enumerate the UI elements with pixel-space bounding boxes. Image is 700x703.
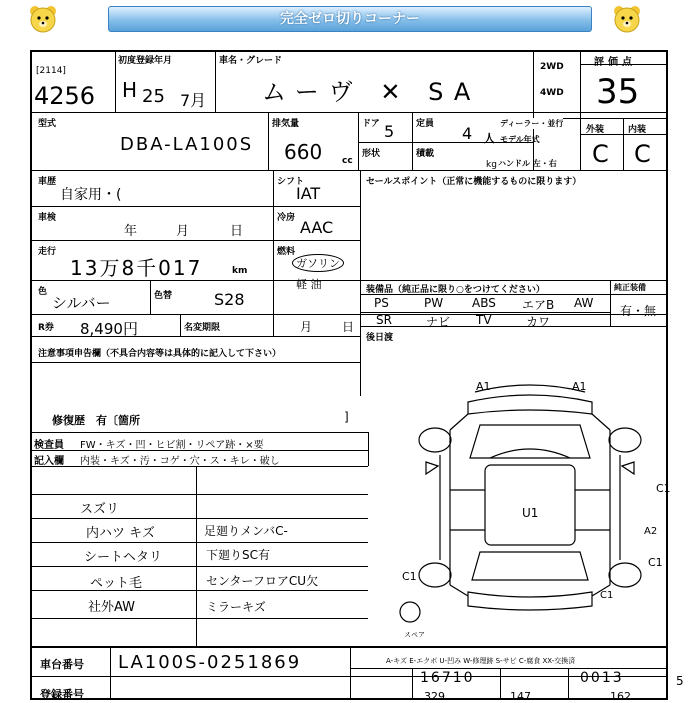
spare-label: スペア	[404, 631, 425, 639]
equipment-ps: PS	[374, 296, 389, 310]
repair-history-close: ]	[344, 410, 349, 424]
remark-right-3: センターフロアCU欠	[206, 574, 319, 588]
interior-grade: C	[634, 140, 651, 168]
name-change-month: 月	[300, 320, 313, 334]
equipment-tv: TV	[476, 313, 492, 327]
remark-right-2: 下廻りSC有	[206, 548, 270, 562]
inspection-label: 車検	[38, 213, 57, 223]
equipment-aw: AW	[574, 296, 594, 310]
history-label: 車歴	[38, 177, 57, 187]
capacity: 4	[462, 124, 473, 143]
recycle-fee: 8,490円	[80, 320, 138, 338]
equipment-row	[362, 295, 610, 327]
displacement: 660	[284, 140, 323, 164]
doors-label: ドア	[362, 119, 380, 129]
capacity-label: 定員	[416, 119, 435, 129]
remark-2: 内ハツ キズ	[86, 526, 155, 541]
entry-items: 内装・キズ・汚・コゲ・穴・ス・キレ・破し	[80, 456, 280, 467]
first-reg-year: 25	[142, 86, 165, 107]
inspector-label: 検査員	[34, 440, 64, 451]
bottom-value-2: 0013	[580, 670, 624, 686]
rating: 35	[596, 72, 640, 112]
exterior-label: 外装	[586, 125, 605, 135]
first-reg-label: 初度登録年月	[118, 56, 173, 66]
equipment-label: 装備品（純正品に限り○をつけてください）	[366, 285, 545, 295]
chassis-label: 車台番号	[40, 658, 84, 671]
history: 自家用・(	[60, 187, 122, 203]
drive-2wd: 2WD	[540, 62, 564, 72]
equipment-leather: カワ	[526, 315, 551, 329]
remark-3: シートヘタリ	[84, 550, 163, 565]
chassis-number: LA100S-0251869	[118, 652, 302, 673]
fuel-diesel: 軽 油	[296, 278, 322, 291]
displacement-unit: cc	[342, 156, 353, 166]
exterior-grade: C	[592, 140, 609, 168]
model-label: 型式	[38, 119, 57, 129]
equipment-sr: SR	[376, 313, 392, 327]
mark-a1-right: A1	[572, 380, 587, 393]
mileage: 13万8千017	[70, 256, 203, 280]
partial-value-3: 162	[610, 690, 631, 703]
cooler-label: 冷房	[277, 213, 296, 223]
first-reg-era: H	[122, 78, 138, 102]
bear-mascot-right-icon	[612, 4, 642, 34]
name-change-label: 名変期限	[184, 323, 221, 333]
recycle-label: R券	[38, 323, 54, 333]
shape-label: 形状	[362, 149, 381, 159]
dealer-label: ディーラー・並行	[500, 119, 564, 128]
repair-label: 純正装備	[614, 283, 646, 292]
after-label: 後日渡	[366, 333, 394, 343]
inspection-month: 月	[176, 224, 190, 239]
color: シルバー	[52, 294, 111, 312]
inspection-day: 日	[230, 224, 244, 239]
displacement-label: 排気量	[272, 119, 300, 129]
damage-legend: A-キズ E-エクボ U-凹み W-修理跡 S-サビ C-腐食 XX-交換済	[386, 657, 576, 665]
car-damage-diagram	[380, 370, 670, 640]
mark-c1-right-bottom: C1	[648, 556, 663, 569]
name-grade: ムーヴ ✕ SA	[262, 78, 481, 106]
interior-label: 内装	[628, 125, 647, 135]
model-year-label: モデル年式	[500, 135, 540, 144]
model: DBA-LA100S	[120, 134, 254, 155]
mileage-unit: km	[232, 266, 248, 276]
handle-label: ハンドル 左・右	[498, 159, 557, 168]
mark-a2: A2	[644, 526, 658, 537]
remark-4: ペット毛	[90, 576, 143, 591]
name-grade-label: 車名・グレード	[219, 56, 283, 66]
sales-point-label: セールスポイント（正常に機能するものに限ります）	[366, 177, 582, 187]
repair-history-label: 修復歴 有〔箇所	[52, 414, 140, 427]
mark-c1-right-top: C1	[656, 482, 671, 495]
equipment-abs: ABS	[472, 296, 496, 310]
equipment-pw: PW	[424, 296, 444, 310]
repair-value: 有・無	[620, 304, 657, 318]
remark-1: スズリ	[80, 502, 120, 517]
capacity-unit: 人	[484, 132, 495, 145]
fuel-gasoline: ガソリン	[292, 254, 344, 272]
rating-label: 評価点	[594, 57, 636, 68]
inspection-year: 年	[124, 224, 138, 239]
doors: 5	[384, 122, 395, 141]
shift: IAT	[296, 184, 321, 203]
remark-right-1: 足廻りメンバC-	[204, 524, 288, 538]
partial-value-1: 329	[424, 690, 445, 703]
partial-value-2: 147	[510, 690, 531, 703]
mark-a1-left: A1	[476, 380, 491, 393]
mark-c1-lower: C1	[600, 590, 614, 601]
name-change-day: 日	[342, 320, 355, 334]
first-reg-month: 7月	[180, 91, 207, 110]
venue-code: [2114]	[36, 66, 66, 76]
fuel-label: 燃料	[277, 247, 296, 257]
entry-label: 記入欄	[34, 456, 64, 467]
equipment-navi: ナビ	[426, 315, 451, 329]
corner-banner: 完全ゼロ切りコーナー	[108, 6, 592, 32]
mark-u1: U1	[522, 506, 539, 520]
bear-mascot-left-icon	[28, 4, 58, 34]
reg-number-label: 登録番号	[40, 688, 84, 701]
color-code: S28	[214, 290, 245, 309]
remark-right-4: ミラーキズ	[206, 600, 266, 614]
drive-4wd: 4WD	[540, 88, 564, 98]
extra-mark: 5	[676, 674, 684, 688]
notes-label: 注意事項申告欄（不具合内容等は具体的に記入して下さい）	[38, 349, 282, 359]
bottom-value-1: 16710	[420, 670, 475, 686]
mileage-label: 走行	[38, 247, 57, 257]
shift-label: シフト	[277, 177, 305, 187]
mark-c1-left-bottom: C1	[402, 570, 417, 583]
loading-label: 積載	[416, 149, 435, 159]
color-code-label: 色替	[154, 291, 173, 301]
kg-unit: kg	[486, 160, 497, 170]
equipment-airbag: エアB	[522, 298, 555, 312]
color-label: 色	[38, 287, 48, 297]
inspector-items: FW・キズ・凹・ヒビ割・リペア跡・×要	[80, 440, 264, 451]
cooler: AAC	[300, 218, 334, 237]
lot-number: 4256	[34, 82, 96, 110]
remark-5: 社外AW	[88, 600, 136, 615]
